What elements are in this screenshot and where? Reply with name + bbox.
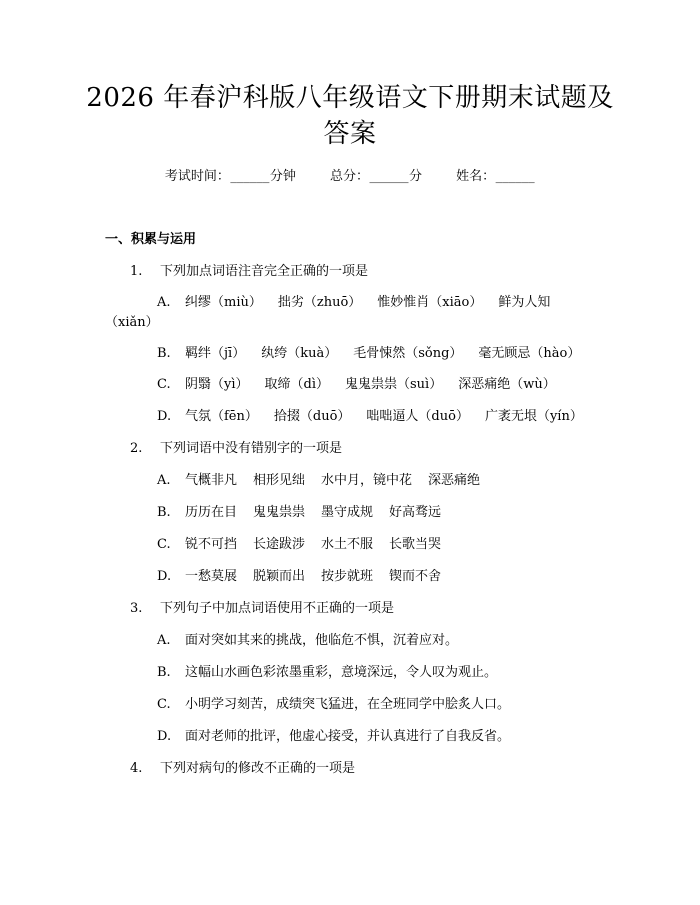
q3-option-b <box>157 663 497 683</box>
option-term: 阴翳（yì） <box>185 377 249 392</box>
q1-option-a <box>157 293 550 313</box>
question-text: 下列加点词语注音完全正确的一项是 <box>160 264 369 279</box>
option-text: 小明学习刻苦，成绩突飞猛进，在全班同学中脍炙人口。 <box>185 697 511 712</box>
option-term: 水中月，镜中花 <box>321 473 413 488</box>
option-term: 深恶痛绝 <box>428 473 481 488</box>
question-text: 下列句子中加点词语使用不正确的一项是 <box>160 601 395 616</box>
option-term: 惟妙惟肖（xiāo） <box>377 295 483 310</box>
score-unit: 分 <box>409 169 423 184</box>
option-term: 拙劣（zhuō） <box>277 295 362 310</box>
option-term: 毛骨悚然（sǒng） <box>353 346 463 361</box>
title-line-2: 答案 <box>323 119 377 149</box>
option-letter: D. <box>157 729 172 744</box>
option-letter: D. <box>157 409 172 424</box>
option-term: 鬼鬼祟祟 <box>253 505 306 520</box>
question-text: 下列对病句的修改不正确的一项是 <box>160 761 356 776</box>
q1-option-a-wrap <box>105 313 159 333</box>
option-term: 按步就班 <box>321 569 374 584</box>
option-letter: D. <box>157 569 172 584</box>
q1-option-d <box>157 407 583 427</box>
option-term: 水土不服 <box>321 537 374 552</box>
question-number: 4. <box>130 761 143 776</box>
question-1 <box>130 262 368 282</box>
option-term: 纨绔（kuà） <box>261 346 338 361</box>
option-text: 这幅山水画色彩浓墨重彩，意境深远，令人叹为观止。 <box>185 665 498 680</box>
q2-option-d <box>157 567 441 587</box>
time-blank: ______ <box>230 169 270 184</box>
option-letter: C. <box>157 377 171 392</box>
q3-option-a <box>157 631 458 651</box>
option-text: 面对突如其来的挑战，他临危不惧，沉着应对。 <box>185 633 459 648</box>
title-line-1: 2026 年春沪科版八年级语文下册期末试题及 <box>86 83 614 113</box>
option-term: 锐不可挡 <box>185 537 238 552</box>
option-letter: A. <box>157 295 171 310</box>
name-blank: ______ <box>495 169 535 184</box>
q3-option-d <box>157 727 510 747</box>
question-2 <box>130 439 342 459</box>
q1-option-b <box>157 344 580 364</box>
option-term: 历历在目 <box>185 505 238 520</box>
option-letter: A. <box>157 473 171 488</box>
option-letter: B. <box>157 346 171 361</box>
q2-option-a <box>157 471 480 491</box>
exam-name <box>456 167 535 187</box>
exam-meta <box>0 167 700 187</box>
question-4 <box>130 759 355 779</box>
option-text: 面对老师的批评，他虚心接受，并认真进行了自我反省。 <box>185 729 511 744</box>
option-term: 脱颖而出 <box>253 569 306 584</box>
option-term: 相形见绌 <box>253 473 306 488</box>
option-letter: C. <box>157 537 171 552</box>
q2-option-c <box>157 535 441 555</box>
option-term: 深恶痛绝（wù） <box>458 377 556 392</box>
option-term: 长歌当哭 <box>389 537 442 552</box>
option-term: 好高骛远 <box>389 505 442 520</box>
option-term: 羁绊（jī） <box>185 346 246 361</box>
option-letter: B. <box>157 665 171 680</box>
question-number: 1. <box>130 264 143 279</box>
option-letter: B. <box>157 505 171 520</box>
question-3 <box>130 599 394 619</box>
option-term: 咄咄逼人（duō） <box>366 409 469 424</box>
option-term: 鲜为人知 <box>498 295 551 310</box>
q1-option-c <box>157 375 556 395</box>
option-letter: A. <box>157 633 171 648</box>
page-title <box>70 80 630 152</box>
option-term: 气氛（fēn） <box>185 409 258 424</box>
option-term: 一愁莫展 <box>185 569 238 584</box>
option-term-continued: （xiǎn） <box>105 315 159 330</box>
score-blank: ______ <box>369 169 409 184</box>
option-term: 广袤无垠（yín） <box>484 409 583 424</box>
option-term: 拾掇（duō） <box>273 409 351 424</box>
option-term: 锲而不舍 <box>389 569 442 584</box>
option-term: 鬼鬼祟祟（suì） <box>345 377 443 392</box>
exam-score <box>330 167 422 187</box>
section-heading: 一、积累与运用 <box>105 232 197 247</box>
exam-time <box>165 167 296 187</box>
option-letter: C. <box>157 697 171 712</box>
option-term: 墨守成规 <box>321 505 374 520</box>
time-label: 考试时间： <box>164 169 230 184</box>
time-unit: 分钟 <box>269 169 296 184</box>
option-term: 气概非凡 <box>185 473 238 488</box>
name-label: 姓名： <box>456 169 496 184</box>
option-term: 取缔（dì） <box>264 377 329 392</box>
option-term: 纠缪（miù） <box>185 295 262 310</box>
question-text: 下列词语中没有错别字的一项是 <box>160 441 343 456</box>
question-number: 2. <box>130 441 143 456</box>
score-label: 总分： <box>329 169 369 184</box>
q2-option-b <box>157 503 441 523</box>
option-term: 毫无顾忌（hào） <box>478 346 581 361</box>
q3-option-c <box>157 695 510 715</box>
question-number: 3. <box>130 601 143 616</box>
option-term: 长途跋涉 <box>253 537 306 552</box>
